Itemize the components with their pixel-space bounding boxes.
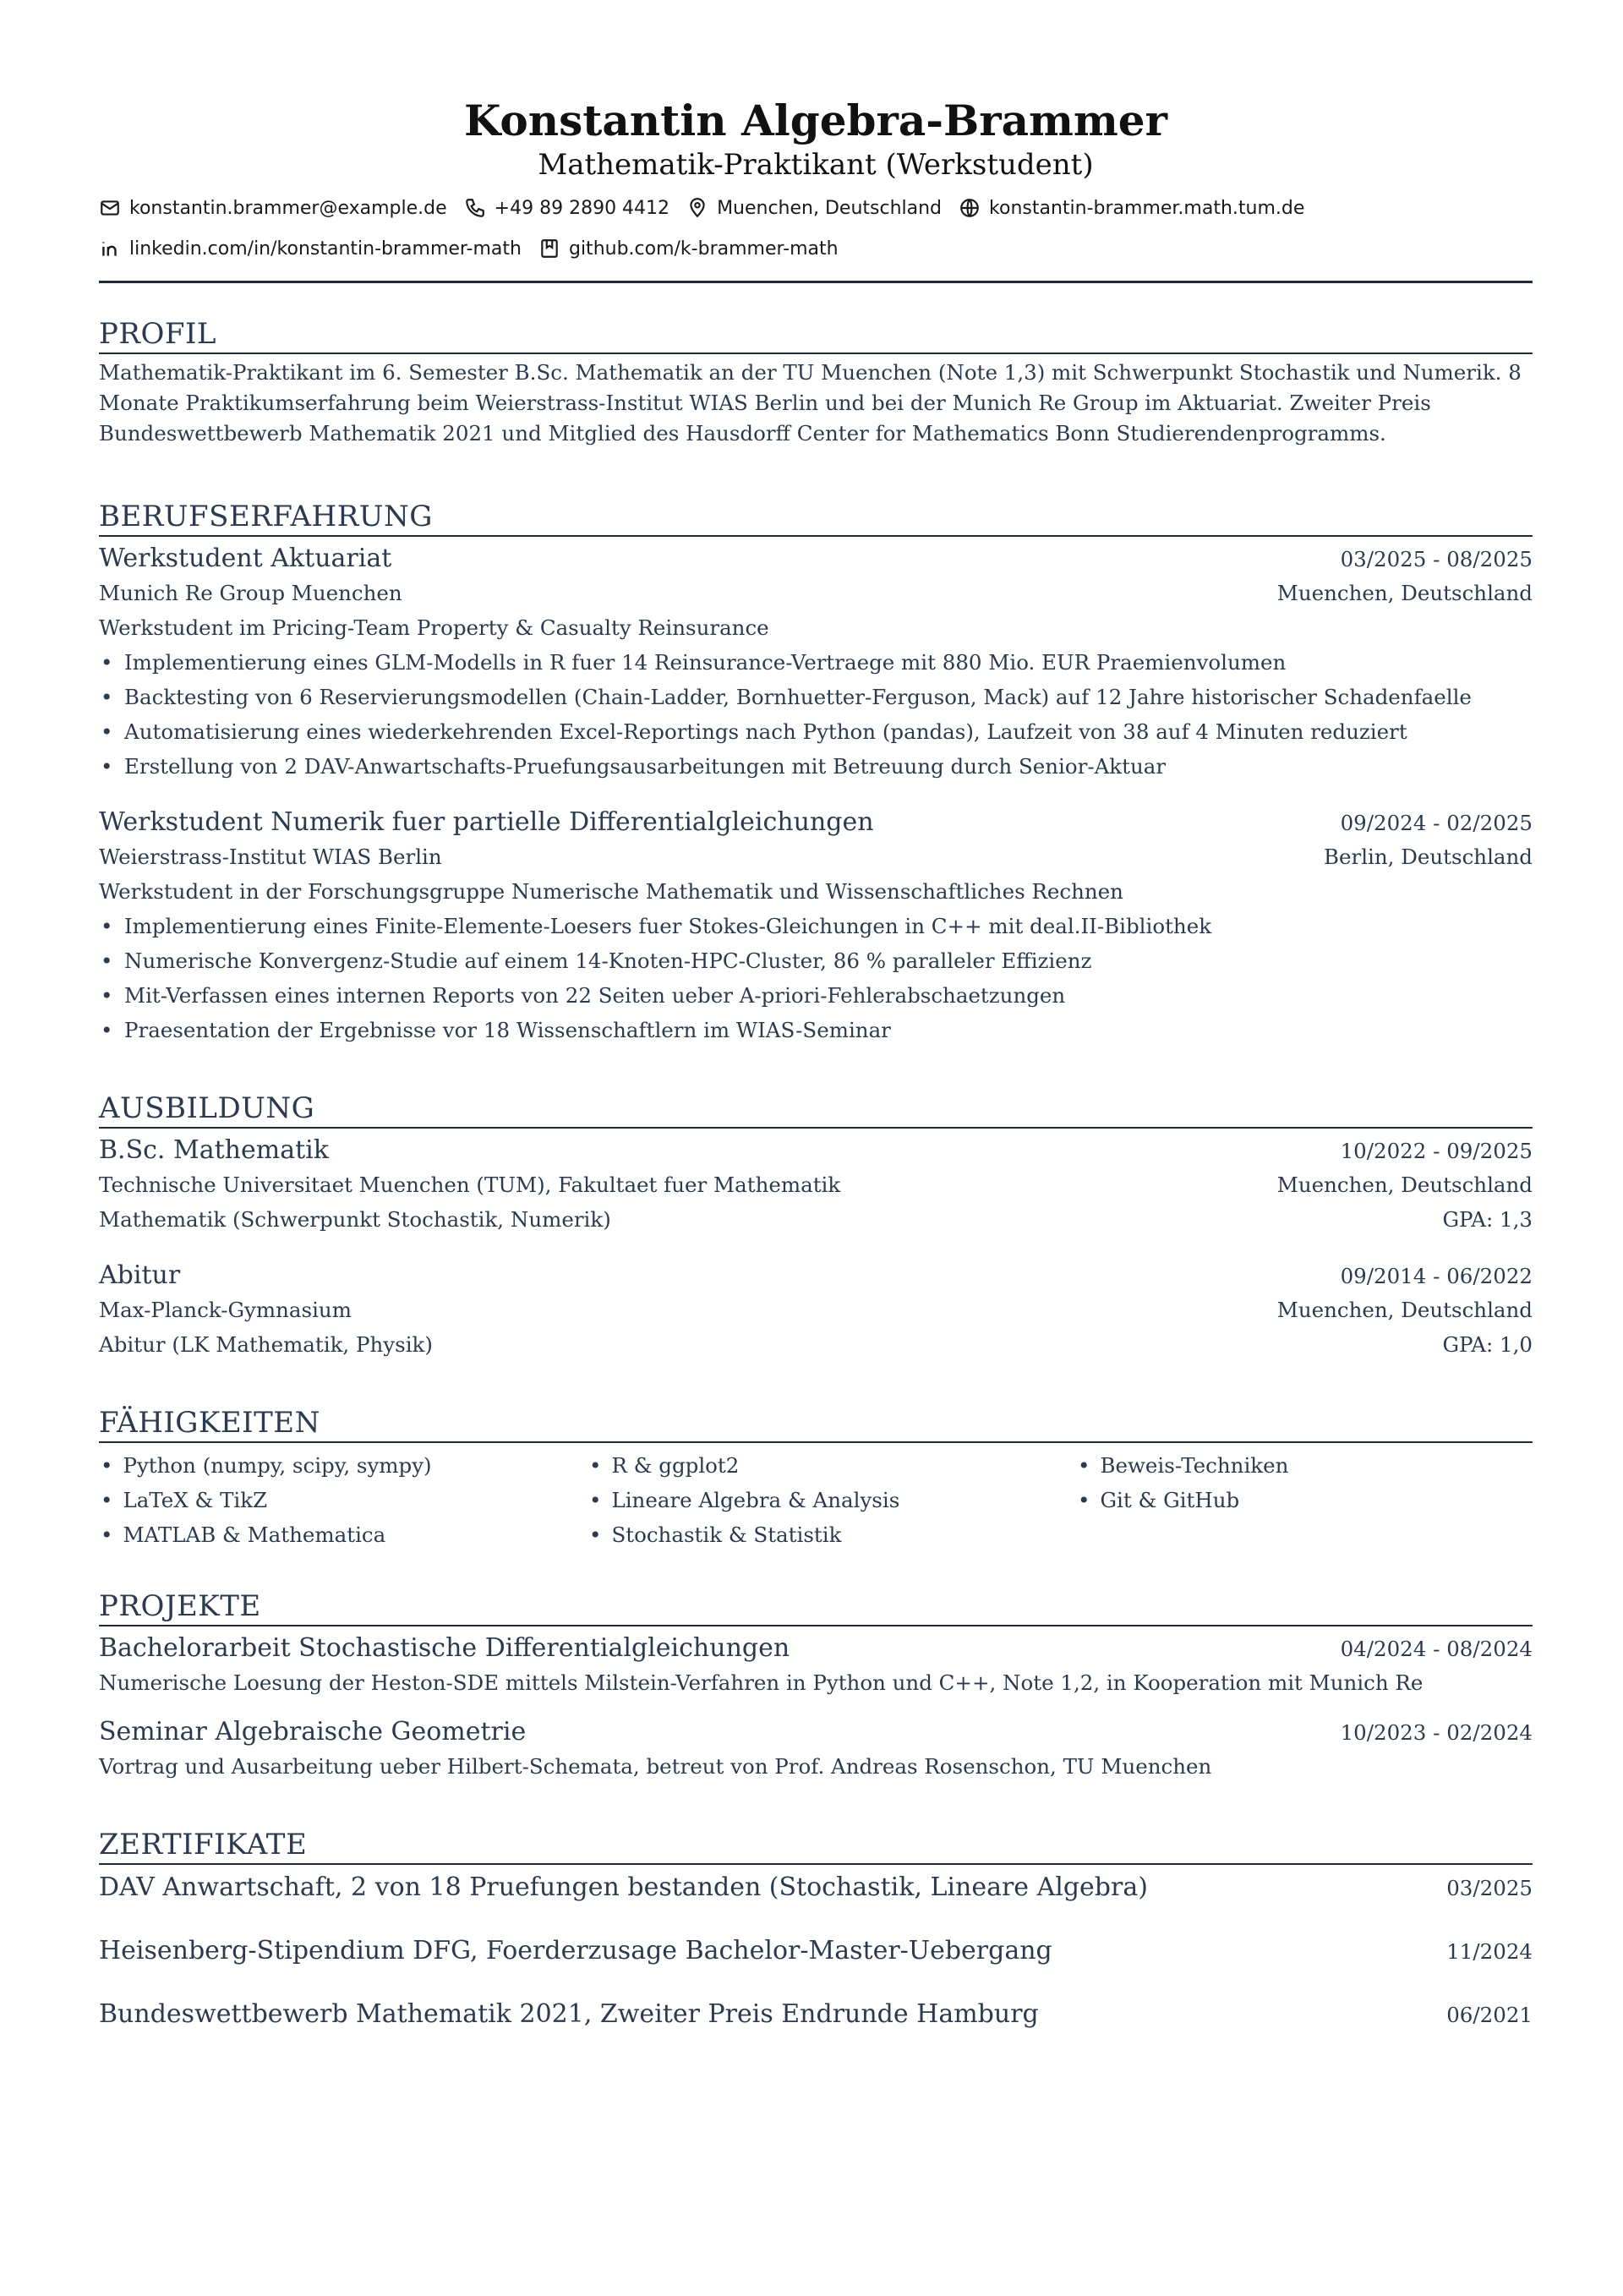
certificates-section (99, 1828, 1533, 2055)
contact-phone[interactable] (464, 197, 669, 219)
degree-title: B.Sc. Mathematik (99, 1135, 329, 1165)
bullet-text: Erstellung von 2 DAV-Anwartschafts-Pruefungsausarbeitungen mit Betreuung durch Senior-Aktuar (124, 754, 1167, 779)
project-entry (99, 1632, 1533, 1700)
job-description: Werkstudent in der Forschungsgruppe Numerische Mathematik und Wissenschaftliches Rechnen (99, 879, 1123, 904)
bullet-text: Numerische Konvergenz-Studie auf einem 14-Knoten-HPC-Cluster, 86 % paralleler Effizienz (124, 948, 1092, 973)
bullet-text: Backtesting von 6 Reservierungsmodellen (Chain-Ladder, Bornhuetter-Ferguson, Mack) auf 12 Jahre historischer Schadenfaelle (124, 685, 1472, 709)
experience-section (99, 500, 1533, 1047)
skill-item: • LaTeX & TikZ (101, 1488, 268, 1512)
certificate-name: Bundeswettbewerb Mathematik 2021, Zweiter Preis Endrunde Hamburg (99, 1999, 1039, 2029)
project-name: Bachelorarbeit Stochastische Differentialgleichungen (99, 1633, 790, 1663)
entry-header (99, 542, 1533, 576)
job-location: Muenchen, Deutschland (1276, 581, 1533, 605)
entry-subheader (99, 839, 1533, 874)
globe-icon (959, 197, 981, 219)
projects-section (99, 1589, 1533, 1784)
phone-icon (464, 197, 486, 219)
job-description: Werkstudent im Pricing-Team Property & Casualty Reinsurance (99, 615, 769, 640)
job-title: Werkstudent Numerik fuer partielle Differentialgleichungen (99, 807, 874, 837)
certificate-date: 11/2024 (1446, 1939, 1533, 1964)
entry-subheader (99, 1167, 1533, 1202)
skill-text: Stochastik & Statistik (611, 1522, 842, 1547)
education-section (99, 1091, 1533, 1362)
entry-header (99, 1259, 1533, 1293)
skill-text: Python (numpy, scipy, sympy) (123, 1453, 432, 1478)
resume-page (99, 0, 1533, 2055)
section-title: PROFIL (99, 317, 1533, 354)
job-title: Werkstudent Aktuariat (99, 544, 392, 573)
linkedin-icon (99, 238, 121, 260)
certificate-name: DAV Anwartschaft, 2 von 18 Pruefungen bestanden (Stochastik, Lineare Algebra) (99, 1872, 1148, 1902)
list-item: • Automatisierung eines wiederkehrenden Excel-Reportings nach Python (pandas), Laufzeit von 38 auf 4 Minuten reduziert (101, 719, 1407, 744)
list-item: • Praesentation der Ergebnisse vor 18 Wissenschaftlern im WIAS-Seminar (101, 1018, 891, 1042)
contact-website[interactable] (959, 197, 1304, 219)
skill-item: • Stochastik & Statistik (589, 1522, 842, 1547)
education-entry (99, 1134, 1533, 1237)
certificate-item (99, 1865, 1533, 1928)
email-text: konstantin.brammer@example.de (129, 197, 447, 219)
github-text: github.com/k-brammer-math (568, 238, 839, 260)
skill-item: • Git & GitHub (1078, 1488, 1240, 1512)
list-item: • Mit-Verfassen eines internen Reports von 22 Seiten ueber A-priori-Fehlerabschaetzungen (101, 983, 1066, 1008)
mail-icon (99, 197, 121, 219)
map-pin-icon (686, 197, 708, 219)
section-title: ZERTIFIKATE (99, 1828, 1533, 1865)
skill-text: LaTeX & TikZ (123, 1488, 268, 1512)
skill-item: • Beweis-Techniken (1078, 1453, 1289, 1478)
job-dates: 09/2024 - 02/2025 (1340, 811, 1533, 835)
certificate-item (99, 1992, 1533, 2055)
skill-item: • R & ggplot2 (589, 1453, 740, 1478)
contact-github[interactable] (538, 238, 839, 260)
contact-info (99, 188, 1533, 269)
skill-item: • MATLAB & Mathematica (101, 1522, 386, 1547)
project-description: Numerische Loesung der Heston-SDE mittels Milstein-Verfahren in Python und C++, Note 1,2, in Kooperation mit Munich Re (99, 1670, 1424, 1695)
section-title: PROJEKTE (99, 1589, 1533, 1626)
skills-section (99, 1406, 1533, 1552)
certificate-date: 03/2025 (1446, 1876, 1533, 1900)
study-focus: Abitur (LK Mathematik, Physik) (99, 1332, 433, 1357)
contact-email[interactable] (99, 197, 447, 219)
certificate-name: Heisenberg-Stipendium DFG, Foerderzusage Bachelor-Master-Uebergang (99, 1936, 1052, 1965)
entry-header (99, 806, 1533, 839)
skill-item: • Lineare Algebra & Analysis (589, 1488, 900, 1512)
section-title: BERUFSERFAHRUNG (99, 500, 1533, 537)
project-dates: 04/2024 - 08/2024 (1340, 1637, 1533, 1661)
project-dates: 10/2023 - 02/2024 (1340, 1720, 1533, 1745)
project-name: Seminar Algebraische Geometrie (99, 1717, 527, 1747)
list-item: • Implementierung eines Finite-Elemente-Loesers fuer Stokes-Gleichungen in C++ mit deal.II-Bibliothek (101, 914, 1212, 938)
bookmark-icon (538, 238, 560, 260)
bullet-text: Mit-Verfassen eines internen Reports von 22 Seiten ueber A-priori-Fehlerabschaetzungen (124, 983, 1066, 1008)
entry-detail (99, 1202, 1533, 1237)
school-location: Muenchen, Deutschland (1276, 1173, 1533, 1197)
school-location: Muenchen, Deutschland (1276, 1298, 1533, 1322)
list-item: • Erstellung von 2 DAV-Anwartschafts-Pruefungsausarbeitungen mit Betreuung durch Senior-Aktuar (101, 754, 1167, 779)
bullet-text: Praesentation der Ergebnisse vor 18 Wissenschaftlern im WIAS-Seminar (124, 1018, 891, 1042)
education-entry (99, 1259, 1533, 1362)
profile-section (99, 317, 1533, 449)
skill-text: Beweis-Techniken (1100, 1453, 1289, 1478)
study-focus: Mathematik (Schwerpunkt Stochastik, Numerik) (99, 1207, 611, 1232)
list-item: • Implementierung eines GLM-Modells in R fuer 14 Reinsurance-Vertraege mit 880 Mio. EUR Praemienvolumen (101, 650, 1287, 675)
section-title: FÄHIGKEITEN (99, 1406, 1533, 1443)
entry-subheader (99, 1293, 1533, 1327)
list-item: • Numerische Konvergenz-Studie auf einem 14-Knoten-HPC-Cluster, 86 % paralleler Effizienz (101, 948, 1092, 973)
entry-header (99, 1715, 1533, 1749)
candidate-subtitle: Mathematik-Praktikant (Werkstudent) (538, 148, 1094, 182)
gpa: GPA: 1,3 (1442, 1207, 1533, 1232)
entry-subheader (99, 576, 1533, 610)
linkedin-text: linkedin.com/in/konstantin-brammer-math (129, 238, 522, 260)
bullet-text: Implementierung eines Finite-Elemente-Loesers fuer Stokes-Gleichungen in C++ mit deal.II-Bibliothek (124, 914, 1212, 938)
project-description: Vortrag und Ausarbeitung ueber Hilbert-Schemata, betreut von Prof. Andreas Rosenschon, TU Muenchen (99, 1754, 1212, 1779)
entry-header (99, 1134, 1533, 1167)
experience-entry (99, 806, 1533, 1047)
job-location: Berlin, Deutschland (1324, 845, 1533, 869)
contact-row-1 (99, 188, 1533, 228)
skill-text: MATLAB & Mathematica (123, 1522, 386, 1547)
skill-text: Lineare Algebra & Analysis (611, 1488, 900, 1512)
company-name: Munich Re Group Muenchen (99, 581, 402, 605)
school-name: Technische Universitaet Muenchen (TUM), Fakultaet fuer Mathematik (99, 1173, 841, 1197)
school-name: Max-Planck-Gymnasium (99, 1298, 352, 1322)
skill-item: • Python (numpy, scipy, sympy) (101, 1453, 432, 1478)
website-text: konstantin-brammer.math.tum.de (989, 197, 1305, 219)
section-title: AUSBILDUNG (99, 1091, 1533, 1129)
header-divider (99, 281, 1533, 283)
phone-text: +49 89 2890 4412 (494, 197, 670, 219)
contact-location (686, 197, 942, 219)
education-dates: 09/2014 - 06/2022 (1340, 1264, 1533, 1288)
experience-entry (99, 542, 1533, 784)
certificate-date: 06/2021 (1446, 2003, 1533, 2027)
skills-grid (99, 1448, 1533, 1552)
achievement-list (99, 645, 1533, 784)
education-dates: 10/2022 - 09/2025 (1340, 1139, 1533, 1163)
skill-text: Git & GitHub (1100, 1488, 1240, 1512)
project-entry (99, 1715, 1533, 1784)
company-name: Weierstrass-Institut WIAS Berlin (99, 845, 442, 869)
gpa: GPA: 1,0 (1442, 1332, 1533, 1357)
bullet-text: Implementierung eines GLM-Modells in R fuer 14 Reinsurance-Vertraege mit 880 Mio. EUR Praemienvolumen (124, 650, 1287, 675)
candidate-name: Konstantin Algebra-Brammer (464, 96, 1167, 145)
entry-detail (99, 1327, 1533, 1362)
job-dates: 03/2025 - 08/2025 (1340, 547, 1533, 571)
degree-title: Abitur (99, 1260, 181, 1290)
skill-text: R & ggplot2 (611, 1453, 740, 1478)
contact-row-2 (99, 228, 1533, 269)
bullet-text: Automatisierung eines wiederkehrenden Excel-Reportings nach Python (pandas), Laufzeit von 38 auf 4 Minuten reduziert (124, 719, 1407, 744)
profile-text: Mathematik-Praktikant im 6. Semester B.Sc. Mathematik an der TU Muenchen (Note 1,3) mit Schwerpunkt Stochastik und Numerik. 8 Monate Praktikumserfahrung beim Weierstrass-Institut WIAS Berlin und bei der Munich Re Group im Aktuariat. Zweiter Preis Bundeswettbewerb Mathematik 2021 und Mitglied des Hausdorff Center for Mathematics Bonn Studierendenprogramms. (99, 360, 1522, 446)
certificate-item (99, 1928, 1533, 1992)
contact-linkedin[interactable] (99, 238, 522, 260)
entry-header (99, 1632, 1533, 1665)
achievement-list (99, 909, 1533, 1047)
list-item: • Backtesting von 6 Reservierungsmodellen (Chain-Ladder, Bornhuetter-Ferguson, Mack) auf 12 Jahre historischer Schadenfaelle (101, 685, 1472, 709)
location-text: Muenchen, Deutschland (717, 197, 943, 219)
